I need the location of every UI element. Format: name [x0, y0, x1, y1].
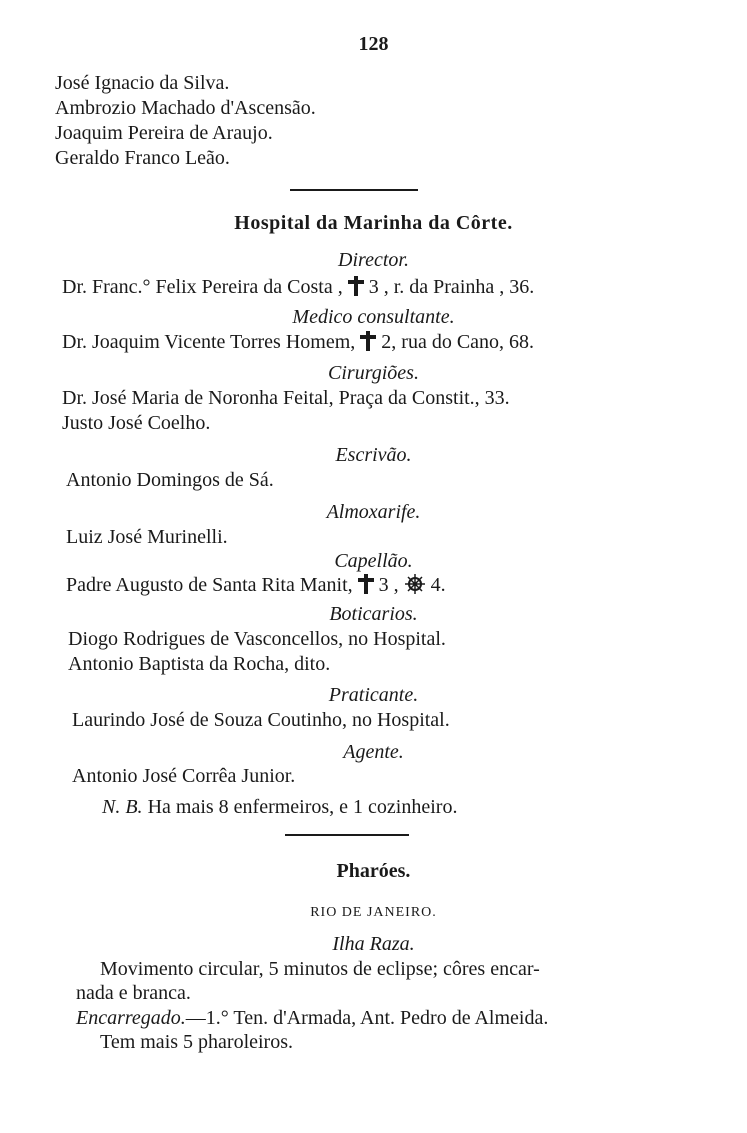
entry-agente: Antonio José Corrêa Junior. — [72, 765, 296, 787]
divider — [290, 189, 418, 191]
entry-boticario: Diogo Rodrigues de Vasconcellos, no Hospital. — [68, 628, 446, 650]
section-title-pharoes: Pharóes. — [336, 860, 411, 882]
entry-text: 4. — [430, 574, 446, 596]
section-subtitle: RIO DE JANEIRO. — [310, 905, 437, 920]
order-cross-icon — [358, 574, 374, 594]
description-line: Movimento circular, 5 minutos de eclipse; côres encar- — [100, 958, 540, 980]
entry-cirurgiao: Justo José Coelho. — [62, 412, 211, 434]
list-item: Geraldo Franco Leão. — [55, 147, 230, 169]
entry-text: Dr. Franc.° Felix Pereira da Costa , — [62, 276, 343, 298]
label-agente: Agente. — [343, 741, 404, 763]
entry-director — [62, 275, 534, 299]
label-escrivao: Escrivão. — [335, 444, 412, 466]
list-item: Joaquim Pereira de Araujo. — [55, 122, 273, 144]
label-boticarios: Boticarios. — [329, 603, 418, 625]
entry-escrivao: Antonio Domingos de Sá. — [66, 469, 274, 491]
label-praticante: Praticante. — [328, 684, 419, 706]
entry-cirurgiao: Dr. José Maria de Noronha Feital, Praça da Constit., 33. — [62, 387, 510, 409]
entry-text: 2, rua do Cano, 68. — [381, 331, 535, 353]
description-line: Tem mais 5 pharoleiros. — [100, 1031, 293, 1053]
label-almoxarife: Almoxarife. — [326, 501, 421, 523]
label-medico: Medico consultante. — [292, 306, 455, 328]
entry-medico — [62, 330, 534, 354]
entry-text: 3 , — [378, 574, 399, 596]
place-name: Ilha Raza. — [332, 933, 415, 955]
order-cross-icon — [360, 331, 376, 351]
entry-text: Dr. Joaquim Vicente Torres Homem, — [62, 331, 356, 353]
label-cirurgioes: Cirurgiões. — [328, 362, 419, 384]
list-item: Ambrozio Machado d'Ascensão. — [55, 97, 316, 119]
divider — [285, 834, 409, 836]
page-number: 128 — [358, 33, 389, 55]
entry-text: Padre Augusto de Santa Rita Manit, — [66, 574, 353, 596]
list-item: José Ignacio da Silva. — [55, 72, 230, 94]
encarregado-text: —1.° Ten. d'Armada, Ant. Pedro de Almeida. — [185, 1007, 549, 1029]
label-capellao: Capellão. — [334, 550, 413, 572]
section-title-hospital: Hospital da Marinha da Côrte. — [234, 212, 513, 234]
entry-capellao — [66, 573, 446, 597]
encarregado-label: Encarregado. — [76, 1007, 186, 1029]
entry-praticante: Laurindo José de Souza Coutinho, no Hospital. — [72, 709, 450, 731]
entry-boticario: Antonio Baptista da Rocha, dito. — [68, 653, 331, 675]
entry-almoxarife: Luiz José Murinelli. — [66, 526, 228, 548]
label-director: Director. — [338, 249, 409, 271]
note-nb — [102, 795, 457, 819]
order-cross-icon — [348, 276, 364, 296]
entry-text: 3 , r. da Prainha , 36. — [368, 276, 535, 298]
nb-text: Ha mais 8 enfermeiros, e 1 cozinheiro. — [147, 796, 458, 818]
order-insignia-icon — [404, 574, 426, 594]
entry-encarregado — [76, 1006, 548, 1030]
nb-label: N. B. — [102, 796, 143, 818]
description-line: nada e branca. — [76, 982, 191, 1004]
